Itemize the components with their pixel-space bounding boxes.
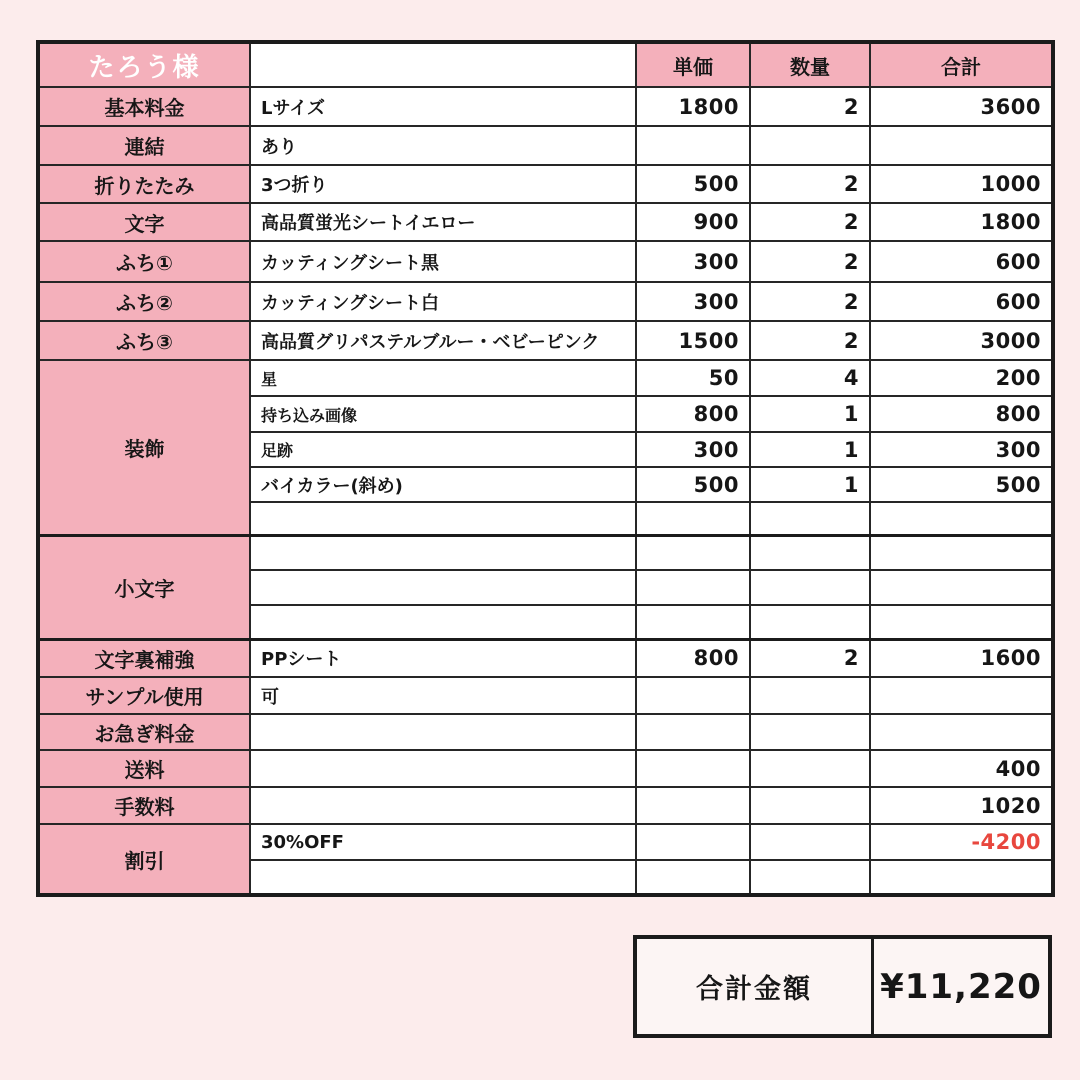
unit-price-cell <box>636 860 750 895</box>
grand-total-amount: ¥11,220 <box>880 966 1042 1007</box>
quantity-cell: 2 <box>750 321 870 360</box>
row-desc: カッティングシート黒 <box>250 241 636 282</box>
quantity-cell: 2 <box>750 639 870 677</box>
row-label: ふち③ <box>38 321 250 360</box>
quantity-cell: 2 <box>750 282 870 321</box>
quantity-cell: 1 <box>750 432 870 467</box>
row-desc <box>250 750 636 787</box>
quantity-cell <box>750 787 870 824</box>
description-header-cell <box>250 42 636 87</box>
total-cell <box>870 860 1053 895</box>
table-row <box>38 677 1053 714</box>
total-cell: 400 <box>870 750 1053 787</box>
row-desc <box>250 502 636 535</box>
total-cell: 1600 <box>870 639 1053 677</box>
row-desc: 高品質グリパステルブルー・ベビーピンク <box>250 321 636 360</box>
customer-name-cell: たろう様 <box>38 42 250 87</box>
row-desc: 足跡 <box>250 432 636 467</box>
quantity-cell <box>750 502 870 535</box>
table-row <box>38 639 1053 677</box>
decoration-group-label: 装飾 <box>38 360 250 535</box>
unit-price-cell <box>636 750 750 787</box>
table-row <box>38 282 1053 321</box>
small-text-group-label: 小文字 <box>38 535 250 639</box>
row-desc: 3つ折り <box>250 165 636 203</box>
row-label: ふち② <box>38 282 250 321</box>
unit-price-cell: 800 <box>636 396 750 432</box>
header-row <box>38 42 1053 87</box>
row-label: お急ぎ料金 <box>38 714 250 750</box>
table-row <box>38 535 1053 570</box>
row-desc: 30%OFF <box>250 824 636 860</box>
total-cell: 200 <box>870 360 1053 396</box>
total-cell: 3600 <box>870 87 1053 126</box>
table-row <box>38 787 1053 824</box>
quantity-cell: 1 <box>750 396 870 432</box>
row-label: ふち① <box>38 241 250 282</box>
quantity-cell <box>750 824 870 860</box>
table-row <box>38 165 1053 203</box>
total-cell: 1000 <box>870 165 1053 203</box>
total-cell <box>870 126 1053 165</box>
quantity-cell <box>750 126 870 165</box>
table-row <box>38 203 1053 241</box>
row-desc: 持ち込み画像 <box>250 396 636 432</box>
unit-price-cell <box>636 535 750 570</box>
quantity-cell: 2 <box>750 87 870 126</box>
quantity-cell: 4 <box>750 360 870 396</box>
table-row <box>38 321 1053 360</box>
total-cell: 600 <box>870 241 1053 282</box>
row-desc <box>250 860 636 895</box>
row-label: 折りたたみ <box>38 165 250 203</box>
quantity-cell <box>750 860 870 895</box>
unit-price-cell <box>636 605 750 639</box>
unit-price-cell: 800 <box>636 639 750 677</box>
table-row <box>38 824 1053 860</box>
row-desc: PPシート <box>250 639 636 677</box>
row-label: 基本料金 <box>38 87 250 126</box>
total-cell: 3000 <box>870 321 1053 360</box>
quantity-cell: 1 <box>750 467 870 502</box>
unit-price-cell <box>636 677 750 714</box>
row-desc: カッティングシート白 <box>250 282 636 321</box>
unit-price-header: 単価 <box>636 42 750 87</box>
grand-total-label: 合計金額 <box>637 939 874 1034</box>
total-cell: 500 <box>870 467 1053 502</box>
row-desc: 高品質蛍光シートイエロー <box>250 203 636 241</box>
quantity-cell <box>750 714 870 750</box>
row-label: サンプル使用 <box>38 677 250 714</box>
row-desc: 星 <box>250 360 636 396</box>
total-cell: 1800 <box>870 203 1053 241</box>
row-desc: 可 <box>250 677 636 714</box>
total-cell <box>870 535 1053 570</box>
total-header: 合計 <box>870 42 1053 87</box>
row-desc <box>250 535 636 570</box>
quantity-cell <box>750 677 870 714</box>
unit-price-cell <box>636 787 750 824</box>
quantity-cell: 2 <box>750 241 870 282</box>
quantity-cell <box>750 750 870 787</box>
unit-price-cell: 1800 <box>636 87 750 126</box>
quantity-cell <box>750 570 870 605</box>
row-label: 手数料 <box>38 787 250 824</box>
unit-price-cell: 50 <box>636 360 750 396</box>
unit-price-cell <box>636 126 750 165</box>
unit-price-cell <box>636 714 750 750</box>
quantity-cell <box>750 535 870 570</box>
unit-price-cell <box>636 502 750 535</box>
quantity-header: 数量 <box>750 42 870 87</box>
total-cell: 800 <box>870 396 1053 432</box>
unit-price-cell <box>636 824 750 860</box>
row-label: 連結 <box>38 126 250 165</box>
discount-group-label: 割引 <box>38 824 250 895</box>
row-label: 文字 <box>38 203 250 241</box>
row-desc <box>250 714 636 750</box>
total-cell: 600 <box>870 282 1053 321</box>
unit-price-cell: 1500 <box>636 321 750 360</box>
unit-price-cell: 300 <box>636 241 750 282</box>
row-desc: バイカラー(斜め) <box>250 467 636 502</box>
unit-price-cell <box>636 570 750 605</box>
total-cell <box>870 605 1053 639</box>
row-desc: あり <box>250 126 636 165</box>
table-row <box>38 750 1053 787</box>
grand-total-box <box>633 935 1052 1038</box>
table-row <box>38 241 1053 282</box>
table-row <box>38 126 1053 165</box>
price-table <box>36 40 1055 897</box>
total-cell <box>870 570 1053 605</box>
quantity-cell: 2 <box>750 203 870 241</box>
total-cell: 1020 <box>870 787 1053 824</box>
unit-price-cell: 500 <box>636 165 750 203</box>
unit-price-cell: 300 <box>636 282 750 321</box>
quantity-cell <box>750 605 870 639</box>
total-cell <box>870 502 1053 535</box>
row-desc: Lサイズ <box>250 87 636 126</box>
row-desc <box>250 605 636 639</box>
table-row <box>38 360 1053 396</box>
discount-total-cell: -4200 <box>870 824 1053 860</box>
unit-price-cell: 900 <box>636 203 750 241</box>
table-row <box>38 87 1053 126</box>
row-label: 文字裏補強 <box>38 639 250 677</box>
quantity-cell: 2 <box>750 165 870 203</box>
row-desc <box>250 570 636 605</box>
total-cell <box>870 677 1053 714</box>
row-label: 送料 <box>38 750 250 787</box>
unit-price-cell: 300 <box>636 432 750 467</box>
total-cell: 300 <box>870 432 1053 467</box>
table-row <box>38 714 1053 750</box>
unit-price-cell: 500 <box>636 467 750 502</box>
total-cell <box>870 714 1053 750</box>
row-desc <box>250 787 636 824</box>
